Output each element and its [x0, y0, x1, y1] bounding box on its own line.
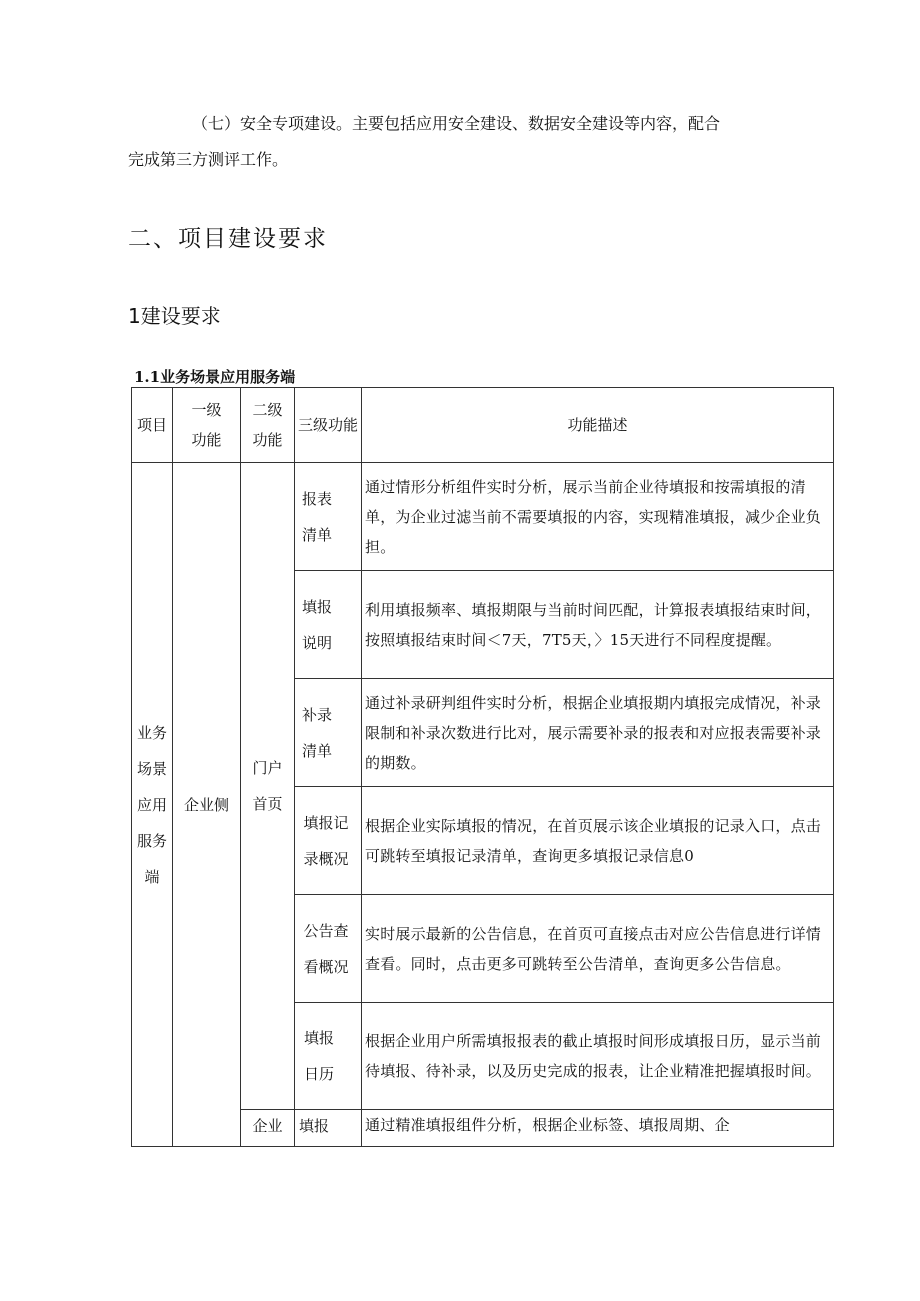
level3-cell: 填报说明 — [295, 571, 362, 679]
table-row — [132, 463, 834, 571]
desc-cell: 利用填报频率、填报期限与当前时间匹配，计算报表填报结束时间，按照填报结束时间＜7天，7T5天，〉15天进行不同程度提醒。 — [362, 571, 834, 679]
level1-cell: 企业侧 — [173, 463, 241, 1147]
desc-cell: 通过补录研判组件实时分析，根据企业填报期内填报完成情况，补录限制和补录次数进行比对，展示需要补录的报表和对应报表需要补录的期数。 — [362, 679, 834, 787]
header-project: 项目 — [132, 388, 173, 463]
level3-cell: 填报记录概况 — [295, 787, 362, 895]
table-caption-text: 业务场景应用服务端 — [160, 368, 296, 386]
level3-cell: 填报日历 — [295, 1003, 362, 1110]
desc-cell: 根据企业用户所需填报报表的截止填报时间形成填报日历，显示当前待填报、待补录，以及历史完成的报表，让企业精准把握填报时间。 — [362, 1003, 834, 1110]
table-caption-number: 1.1 — [134, 368, 161, 386]
table-header-row — [132, 388, 834, 463]
desc-cell: 根据企业实际填报的情况，在首页展示该企业填报的记录入口，点击可跳转至填报记录清单，查询更多填报记录信息0 — [362, 787, 834, 895]
level2-cell: 门户首页 — [241, 463, 295, 1110]
level3-cell: 补录清单 — [295, 679, 362, 787]
level3-cell: 填报 — [295, 1110, 362, 1147]
header-level3: 三级功能 — [295, 388, 362, 463]
level3-cell: 公告查看概况 — [295, 895, 362, 1003]
header-desc: 功能描述 — [362, 388, 834, 463]
requirements-table — [131, 387, 834, 1147]
project-cell: 业务场景应用服务端 — [132, 463, 173, 1147]
level3-cell: 报表清单 — [295, 463, 362, 571]
section-heading: 二、项目建设要求 — [128, 226, 328, 252]
intro-text-line2: 完成第三方测评工作。 — [128, 150, 289, 169]
intro-paragraph-line2 — [128, 142, 768, 178]
subsection-heading: 1建设要求 — [128, 304, 221, 328]
header-level2: 二级功能 — [241, 388, 295, 463]
intro-paragraph-line1 — [128, 106, 768, 142]
header-level1: 一级功能 — [173, 388, 241, 463]
desc-cell: 通过情形分析组件实时分析，展示当前企业待填报和按需填报的清单，为企业过滤当前不需要填报的内容，实现精准填报，减少企业负担。 — [362, 463, 834, 571]
desc-cell: 通过精准填报组件分析，根据企业标签、填报周期、企 — [362, 1110, 834, 1147]
desc-cell: 实时展示最新的公告信息，在首页可直接点击对应公告信息进行详情查看。同时，点击更多可跳转至公告清单，查询更多公告信息。 — [362, 895, 834, 1003]
level2-cell-next: 企业 — [241, 1110, 295, 1147]
intro-text-line1: （七）安全专项建设。主要包括应用安全建设、数据安全建设等内容，配合 — [192, 114, 721, 133]
table-caption — [134, 366, 295, 387]
